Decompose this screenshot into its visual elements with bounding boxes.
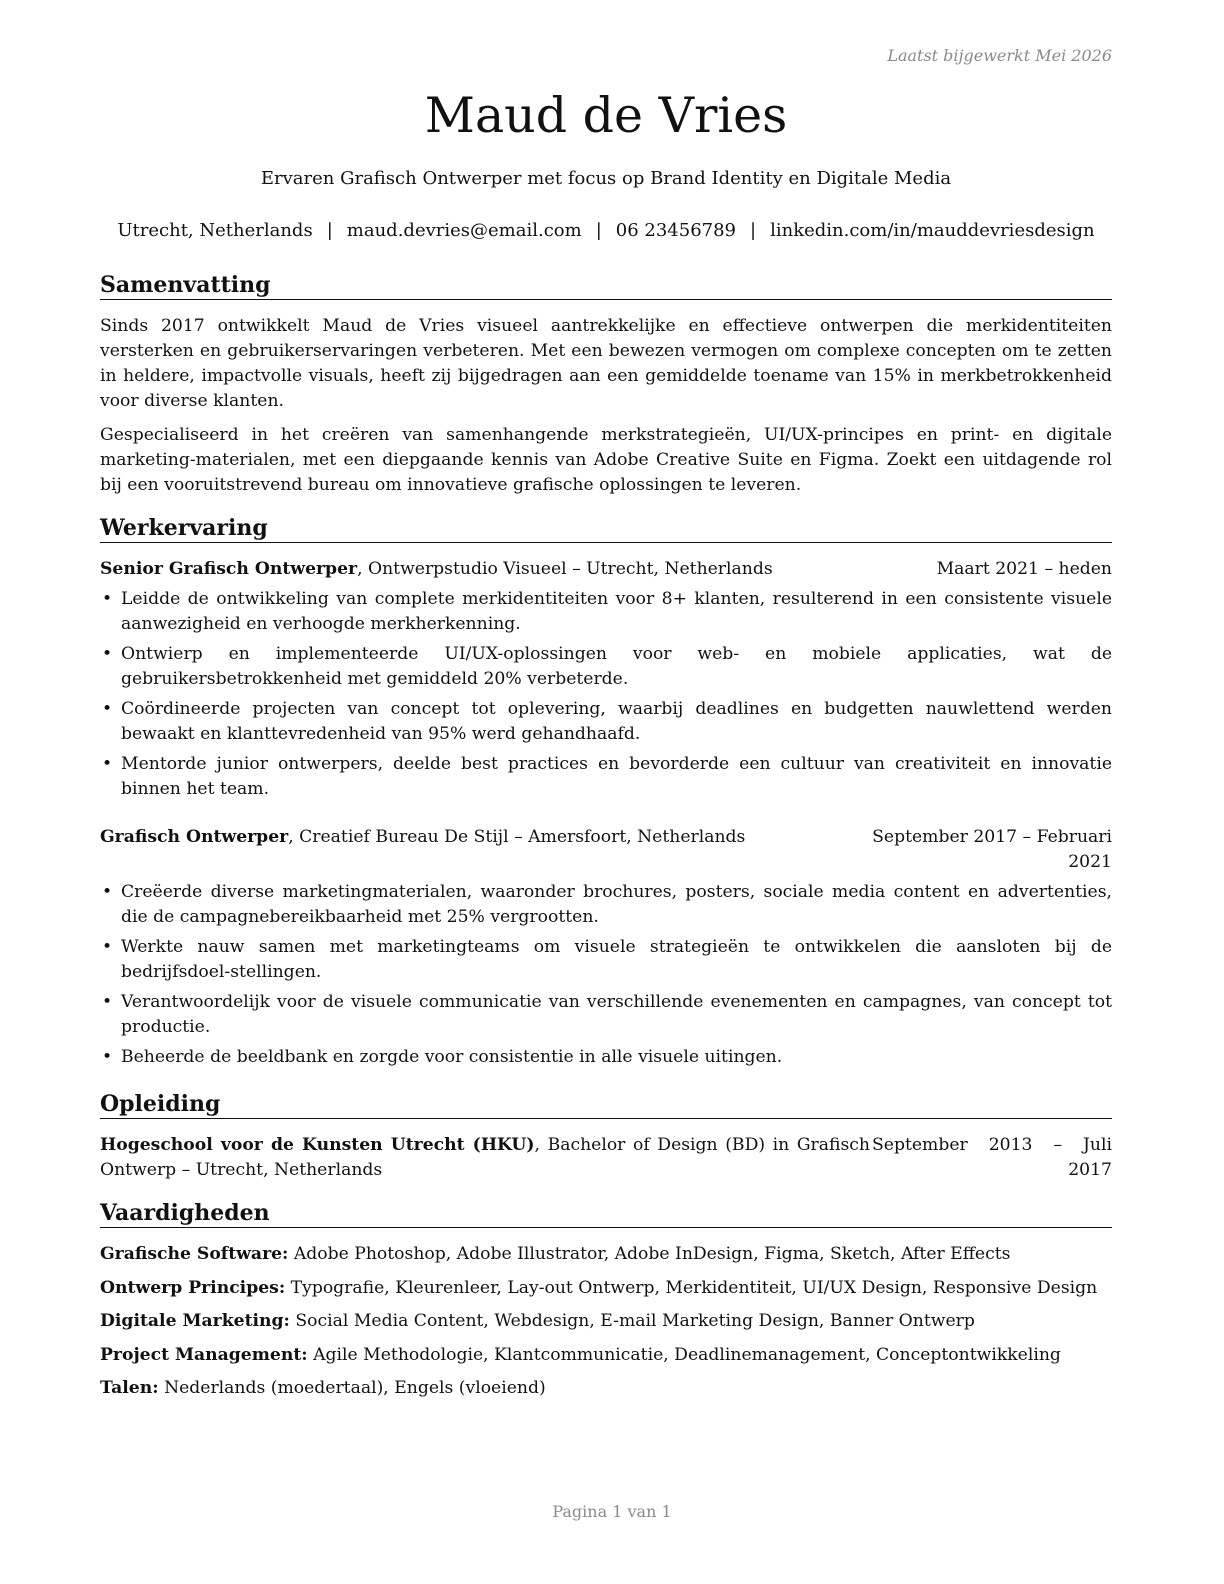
job-bullets bbox=[100, 880, 1112, 1075]
list-item: • Mentorde junior ontwerpers, deelde best practices en bevorderde een cultuur van creativiteit en innovatie binnen het team. bbox=[100, 752, 1112, 802]
list-item: • Creëerde diverse marketingmaterialen, waaronder brochures, posters, sociale media content en advertenties, die de campagnebereikbaarheid met 25% vergrootten. bbox=[100, 880, 1112, 930]
skill-row bbox=[100, 1276, 1112, 1301]
education-institution: Hogeschool voor de Kunsten Utrecht (HKU) bbox=[100, 1135, 535, 1155]
contact-separator: | bbox=[750, 220, 757, 241]
job-dates: Maart 2021 – heden bbox=[936, 559, 1112, 579]
page-number: Pagina 1 van 1 bbox=[552, 1502, 672, 1521]
list-item: • Coördineerde projecten van concept tot oplevering, waarbij deadlines en budgetten nauwlettend werden bewaakt en klanttevredenheid van 95% werd gehandhaafd. bbox=[100, 697, 1112, 747]
contact-phone[interactable]: 06 23456789 bbox=[615, 220, 737, 241]
section-title-skills: Vaardigheden bbox=[100, 1199, 1112, 1228]
summary-paragraph: Sinds 2017 ontwikkelt Maud de Vries visueel aantrekkelijke en effectieve ontwerpen die merkidentiteiten versterken en gebruikerservaringen verbeteren. Met een bewezen vermogen om complexe concepten om te zetten in heldere, impactvolle visuals, heeft zij bijgedragen aan een gemiddelde toename van 15% in merkbetrokkenheid voor diverse klanten. bbox=[100, 316, 1112, 411]
section-title-experience: Werkervaring bbox=[100, 514, 1112, 543]
skills-list bbox=[100, 1242, 1112, 1410]
skill-row bbox=[100, 1376, 1112, 1401]
skill-category: Talen: bbox=[100, 1378, 159, 1398]
list-item: • Werkte nauw samen met marketingteams om visuele strategieën te ontwikkelen die aansloten bij de bedrijfsdoel-stellingen. bbox=[100, 935, 1112, 985]
skill-row bbox=[100, 1309, 1112, 1334]
education-entry bbox=[100, 1133, 1112, 1183]
section-title-summary: Samenvatting bbox=[100, 271, 1112, 300]
job-header bbox=[100, 557, 1112, 582]
list-item: • Verantwoordelijk voor de visuele communicatie van verschillende evenementen en campagnes, van concept tot productie. bbox=[100, 990, 1112, 1040]
skill-row bbox=[100, 1242, 1112, 1267]
skill-items: Nederlands (moedertaal), Engels (vloeiend) bbox=[164, 1378, 546, 1398]
contact-location: Utrecht, Netherlands bbox=[117, 220, 313, 241]
skill-category: Digitale Marketing: bbox=[100, 1311, 290, 1331]
education-details: , Bachelor of Design (BD) in Grafisch Ontwerp – Utrecht, Netherlands bbox=[100, 1135, 870, 1180]
list-item: • Leidde de ontwikkeling van complete merkidentiteiten voor 8+ klanten, resulterend in een consistente visuele aanwezigheid en verhoogde merkherkenning. bbox=[100, 587, 1112, 637]
job-role: Grafisch Ontwerper bbox=[100, 827, 289, 847]
job-company: , Ontwerpstudio Visueel – Utrecht, Netherlands bbox=[357, 559, 773, 579]
skill-items: Social Media Content, Webdesign, E-mail Marketing Design, Banner Ontwerp bbox=[295, 1311, 975, 1331]
education-main bbox=[100, 1133, 870, 1183]
contact-email[interactable]: maud.devries@email.com bbox=[346, 220, 582, 241]
candidate-name: Maud de Vries bbox=[424, 87, 788, 144]
summary-paragraph: Gespecialiseerd in het creëren van samenhangende merkstrategieën, UI/UX-principes en print- en digitale marketing-materialen, met een diepgaande kennis van Adobe Creative Suite en Figma. Zoekt een uitdagende rol bij een vooruitstrevend bureau om innovatieve grafische oplossingen te leveren. bbox=[100, 425, 1112, 495]
tagline: Ervaren Grafisch Ontwerper met focus op Brand Identity en Digitale Media bbox=[260, 168, 952, 189]
job-dates bbox=[872, 825, 1112, 875]
job-bullets bbox=[100, 587, 1112, 807]
skill-category: Grafische Software: bbox=[100, 1244, 289, 1264]
contact-separator: | bbox=[595, 220, 602, 241]
last-updated: Laatst bijgewerkt Mei 2026 bbox=[887, 46, 1112, 65]
skill-category: Ontwerp Principes: bbox=[100, 1277, 286, 1298]
skill-row bbox=[100, 1343, 1112, 1368]
contact-line bbox=[100, 220, 1112, 241]
skill-items: Adobe Photoshop, Adobe Illustrator, Adobe InDesign, Figma, Sketch, After Effects bbox=[293, 1244, 1011, 1264]
job-header bbox=[100, 825, 1112, 872]
contact-linkedin[interactable]: linkedin.com/in/mauddevriesdesign bbox=[770, 220, 1095, 241]
job-dates-line: 2021 bbox=[1068, 852, 1112, 872]
section-title-education: Opleiding bbox=[100, 1090, 1112, 1119]
list-item: • Ontwierp en implementeerde UI/UX-oplossingen voor web- en mobiele applicaties, wat de gebruikersbetrokkenheid met gemiddeld 20% verbeterde. bbox=[100, 642, 1112, 692]
list-item: • Beheerde de beeldbank en zorgde voor consistentie in alle visuele uitingen. bbox=[100, 1045, 1112, 1070]
job-company: , Creatief Bureau De Stijl – Amersfoort, Netherlands bbox=[288, 827, 746, 847]
skill-items: Typografie, Kleurenleer, Lay-out Ontwerp, Merkidentiteit, UI/UX Design, Responsive Design bbox=[290, 1277, 1098, 1298]
skill-items: Agile Methodologie, Klantcommunicatie, Deadlinemanagement, Conceptontwikkeling bbox=[313, 1344, 1061, 1365]
skill-category: Project Management: bbox=[100, 1344, 308, 1365]
job-dates-line: September 2017 – Februari bbox=[872, 827, 1112, 847]
education-dates: September 2013 – Juli 2017 bbox=[872, 1135, 1112, 1180]
job-role: Senior Grafisch Ontwerper bbox=[100, 559, 358, 579]
contact-separator: | bbox=[326, 220, 333, 241]
